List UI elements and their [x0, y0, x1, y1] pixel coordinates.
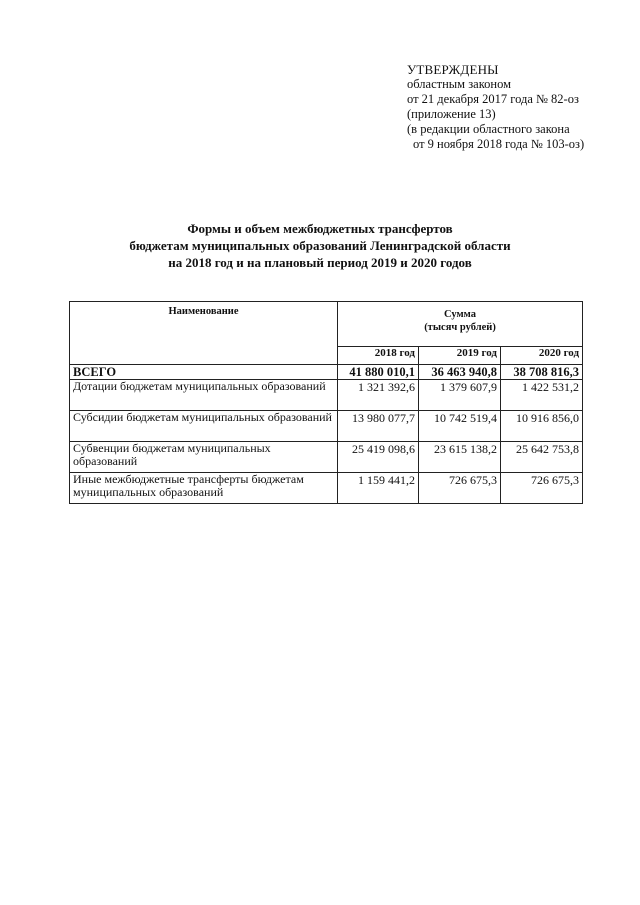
row-value: 13 980 077,7	[338, 411, 419, 442]
table-row-total	[70, 365, 583, 380]
column-header-year: 2018 год	[338, 347, 419, 365]
column-header-sum	[338, 302, 583, 347]
column-header-sum-title: Сумма	[444, 309, 476, 320]
approval-edition-line: (в редакции областного закона	[407, 122, 570, 136]
approval-date-line: от 21 декабря 2017 года № 82-оз	[407, 92, 579, 106]
document-title-line-1: Формы и объем межбюджетных трансфертов	[187, 221, 453, 236]
table-header-row	[70, 302, 583, 347]
row-label: Субвенции бюджетам муниципальных образований	[70, 442, 338, 473]
table-row	[70, 411, 583, 442]
row-label: Дотации бюджетам муниципальных образований	[70, 380, 338, 411]
column-header-sum-unit: (тысяч рублей)	[424, 322, 496, 333]
approval-heading: УТВЕРЖДЕНЫ	[407, 62, 499, 77]
row-value: 25 642 753,8	[501, 442, 583, 473]
column-header-year: 2019 год	[419, 347, 501, 365]
table-row	[70, 442, 583, 473]
row-value: 1 321 392,6	[338, 380, 419, 411]
document-title-line-3: на 2018 год и на плановый период 2019 и 2020 годов	[168, 255, 472, 270]
approval-law-line: областным законом	[407, 77, 512, 91]
row-label: Субсидии бюджетам муниципальных образований	[70, 411, 338, 442]
table-row	[70, 473, 583, 504]
document-title	[0, 220, 640, 271]
approval-appendix-line: (приложение 13)	[407, 107, 496, 121]
row-value: 1 422 531,2	[501, 380, 583, 411]
total-value: 41 880 010,1	[338, 365, 419, 380]
document-title-line-2: бюджетам муниципальных образований Ленинградской области	[129, 238, 511, 253]
row-value: 1 159 441,2	[338, 473, 419, 504]
table-row	[70, 380, 583, 411]
total-value: 36 463 940,8	[419, 365, 501, 380]
row-value: 726 675,3	[419, 473, 501, 504]
transfers-table	[69, 301, 583, 504]
column-header-name: Наименование	[70, 302, 338, 365]
approval-block	[407, 62, 584, 152]
total-label: ВСЕГО	[70, 365, 338, 380]
total-value: 38 708 816,3	[501, 365, 583, 380]
row-value: 10 916 856,0	[501, 411, 583, 442]
approval-edition-date-line: от 9 ноября 2018 года № 103-оз)	[413, 137, 585, 151]
row-value: 23 615 138,2	[419, 442, 501, 473]
row-value: 726 675,3	[501, 473, 583, 504]
row-label: Иные межбюджетные трансферты бюджетам муниципальных образований	[70, 473, 338, 504]
column-header-year: 2020 год	[501, 347, 583, 365]
row-value: 1 379 607,9	[419, 380, 501, 411]
row-value: 25 419 098,6	[338, 442, 419, 473]
row-value: 10 742 519,4	[419, 411, 501, 442]
